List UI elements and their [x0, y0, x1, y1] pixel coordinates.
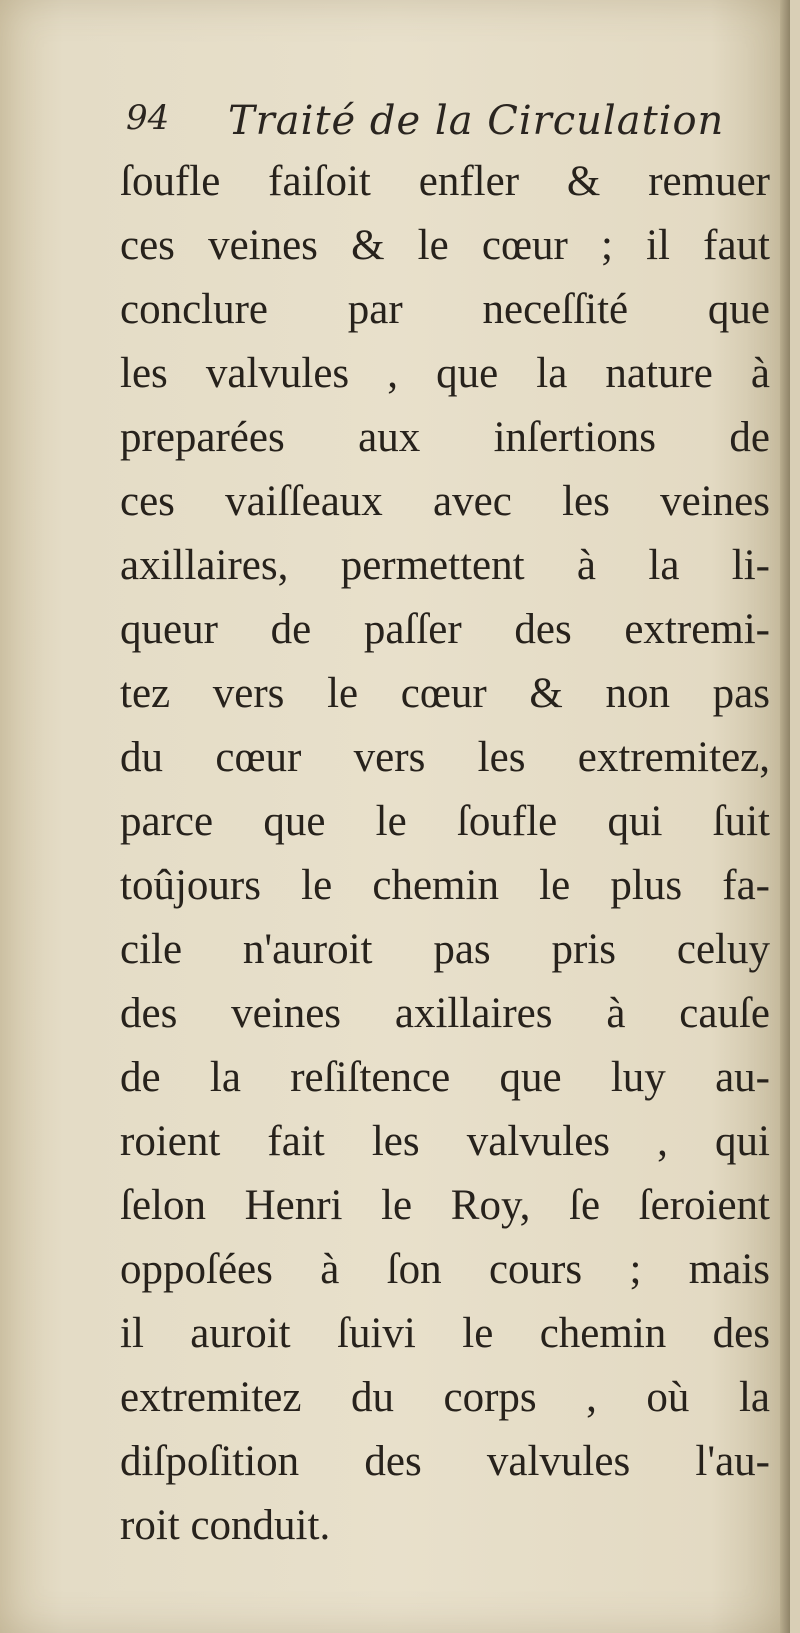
- text-line: toûjours le chemin le plus fa-: [120, 862, 770, 909]
- page-header: [118, 98, 758, 148]
- text-line: diſpoſition des valvules l'au-: [120, 1438, 770, 1485]
- text-line: oppoſées à ſon cours ; mais: [120, 1246, 770, 1293]
- text-line: extremitez du corps , où la: [120, 1374, 770, 1421]
- text-line: ces vaiſſeaux avec les veines: [120, 478, 770, 525]
- text-line: cile n'auroit pas pris celuy: [120, 926, 770, 973]
- text-line: parce que le ſoufle qui ſuit: [120, 798, 770, 845]
- text-line: tez vers le cœur & non pas: [120, 670, 770, 717]
- text-line: axillaires, permettent à la li-: [120, 542, 770, 589]
- page-number: 94: [126, 98, 170, 138]
- text-line: roient fait les valvules , qui: [120, 1118, 770, 1165]
- text-line: ces veines & le cœur ; il faut: [120, 222, 770, 269]
- running-title: Traité de la Circulation: [228, 98, 725, 144]
- text-line: conclure par neceſſité que: [120, 286, 770, 333]
- text-line: il auroit ſuivi le chemin des: [120, 1310, 770, 1357]
- text-line: preparées aux inſertions de: [120, 414, 770, 461]
- text-line: les valvules , que la nature à: [120, 350, 770, 397]
- text-line: ſelon Henri le Roy, ſe ſeroient: [120, 1182, 770, 1229]
- page-edge-shadow: [780, 0, 790, 1633]
- text-line: des veines axillaires à cauſe: [120, 990, 770, 1037]
- text-line: de la reſiſtence que luy au-: [120, 1054, 770, 1101]
- text-line: queur de paſſer des extremi-: [120, 606, 770, 653]
- text-line-last: roit conduit.: [120, 1502, 331, 1549]
- text-line: ſoufle faiſoit enfler & remuer: [120, 158, 770, 205]
- body-text: [120, 150, 770, 1558]
- text-line: du cœur vers les extremitez,: [120, 734, 770, 781]
